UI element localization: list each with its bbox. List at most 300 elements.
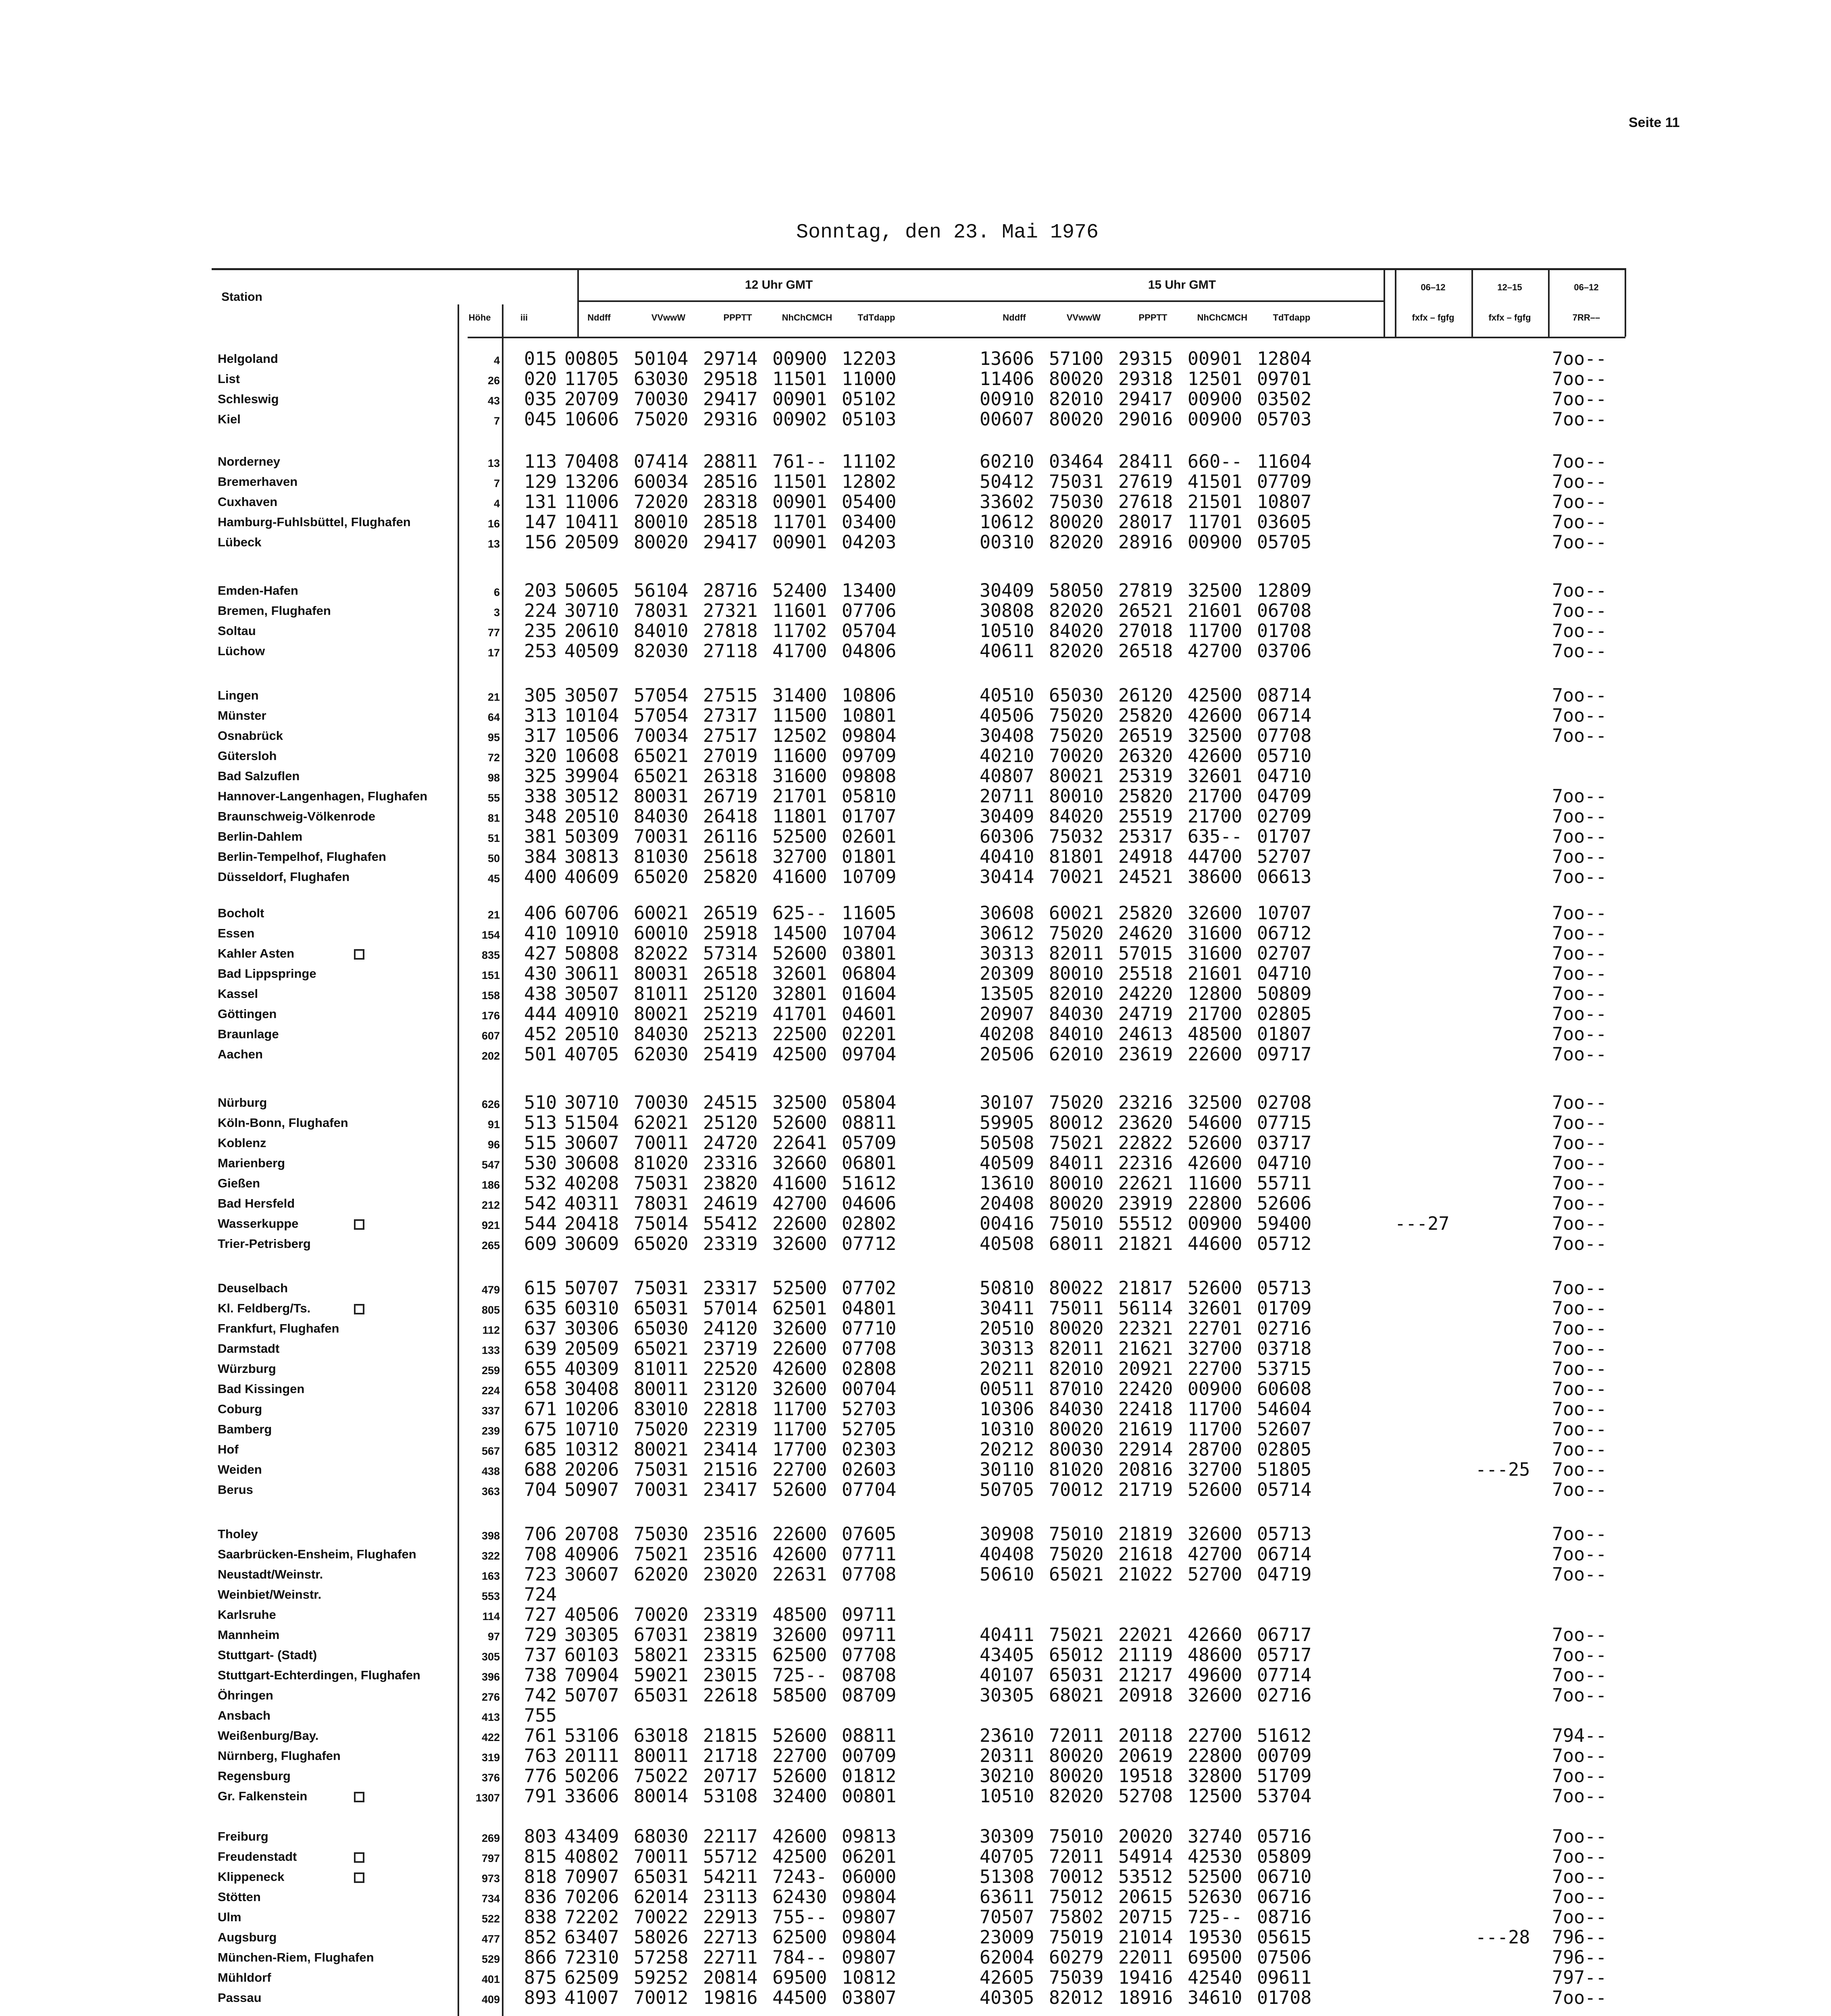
table-row (0, 1359, 1831, 1379)
obs-15-group: 75020 (1049, 725, 1104, 746)
header-bottom-rule (468, 337, 1625, 338)
station-height: 797 (481, 1852, 500, 1864)
obs-12-group: 25820 (703, 866, 758, 887)
station-height: 305 (481, 1651, 500, 1663)
station-number: 113 (524, 451, 557, 472)
open-square-icon (354, 1219, 364, 1230)
station-height: 224 (481, 1385, 500, 1397)
obs-12-group: 42600 (772, 1826, 827, 1847)
obs-15-group: 21619 (1118, 1418, 1173, 1440)
station-number: 317 (524, 725, 557, 746)
station-name: Münster (218, 708, 266, 723)
obs-12-group: 00900 (772, 348, 827, 369)
obs-12-group: 31400 (772, 685, 827, 706)
obs-12-group: 65030 (634, 1318, 689, 1339)
obs-12-group: 24720 (703, 1132, 758, 1154)
station-name: Deuselbach (218, 1281, 288, 1295)
station-name: Bad Hersfeld (218, 1196, 295, 1210)
station-height: 376 (481, 1772, 500, 1784)
obs-15-group: 03605 (1257, 511, 1312, 533)
obs-12-group: 19816 (703, 1987, 758, 2008)
obs-15-group: 51612 (1257, 1725, 1312, 1746)
station-number: 615 (524, 1277, 557, 1299)
station-number: 704 (524, 1479, 557, 1500)
obs-12-group: 10801 (842, 705, 897, 726)
obs-15-group: 50610 (980, 1564, 1034, 1585)
obs-15-group: 70021 (1049, 866, 1104, 887)
obs-12-group: 58500 (772, 1685, 827, 1706)
obs-15-group: 75019 (1049, 1926, 1104, 1948)
obs-12-group: 23414 (703, 1439, 758, 1460)
obs-12-group: 28811 (703, 451, 758, 472)
extra-value: 7oo-- (1552, 1023, 1607, 1045)
obs-15-group: 08716 (1257, 1906, 1312, 1928)
obs-12-group: 84030 (634, 806, 689, 827)
station-height: 337 (481, 1405, 500, 1417)
obs-15-group: 22822 (1118, 1132, 1173, 1154)
obs-12-group: 63407 (564, 1926, 619, 1948)
station-height: 98 (487, 772, 500, 784)
obs-15-group: 20311 (980, 1745, 1034, 1766)
obs-15-group: 24613 (1118, 1023, 1173, 1045)
obs-15-group: 50412 (980, 471, 1034, 492)
obs-12-group: 30813 (564, 846, 619, 867)
obs-12-group: 25219 (703, 1003, 758, 1025)
station-number: 635 (524, 1297, 557, 1319)
obs-12-group: 62500 (772, 1926, 827, 1948)
extra-value: 7oo-- (1552, 451, 1607, 472)
obs-15-group: 21601 (1188, 600, 1242, 621)
obs-12-group: 30607 (564, 1564, 619, 1585)
obs-15-group: 50810 (980, 1277, 1034, 1299)
obs-15-group: 635-- (1188, 826, 1242, 847)
obs-15-group: 01709 (1257, 1297, 1312, 1319)
obs-15-group: 26521 (1118, 600, 1173, 621)
table-row (0, 1318, 1831, 1339)
obs-15-group: 21700 (1188, 806, 1242, 827)
obs-12-group: 05804 (842, 1092, 897, 1113)
obs-12-group: 784-- (772, 1947, 827, 1968)
station-height: 151 (481, 969, 500, 981)
extra-value: 7oo-- (1552, 1418, 1607, 1440)
obs-15-group: 10510 (980, 1785, 1034, 1807)
obs-12-group: 22711 (703, 1947, 758, 1968)
obs-15-group: 01707 (1257, 826, 1312, 847)
station-height: 50 (487, 852, 500, 864)
table-row (0, 1746, 1831, 1766)
station-name: Regensburg (218, 1769, 291, 1783)
extra-value: 7oo-- (1552, 1277, 1607, 1299)
obs-12-group: 62030 (634, 1043, 689, 1065)
obs-12-group: 75021 (634, 1543, 689, 1565)
table-row (0, 1665, 1831, 1685)
obs-12-group: 52705 (842, 1418, 897, 1440)
obs-12-group: 40910 (564, 1003, 619, 1025)
obs-15-group: 82010 (1049, 983, 1104, 1004)
obs-12-group: 10206 (564, 1398, 619, 1420)
obs-12-group: 32601 (772, 963, 827, 984)
obs-15-group: 50809 (1257, 983, 1312, 1004)
obs-12-group: 33606 (564, 1785, 619, 1807)
obs-12-group: 10411 (564, 511, 619, 533)
obs-12-group: 29417 (703, 531, 758, 553)
obs-15-group: 75020 (1049, 1092, 1104, 1113)
obs-15-group: 52630 (1188, 1886, 1242, 1908)
extra-value: 7oo-- (1552, 1378, 1607, 1400)
obs-12-group: 63030 (634, 368, 689, 389)
obs-12-group: 30608 (564, 1152, 619, 1174)
extra-value: 796-- (1552, 1947, 1607, 1968)
extra-value: 7oo-- (1552, 368, 1607, 389)
obs-15-group: 81020 (1049, 1459, 1104, 1480)
obs-15-group: 69500 (1188, 1947, 1242, 1968)
table-row (0, 685, 1831, 706)
station-height: 112 (482, 1324, 500, 1336)
obs-15-group: 75030 (1049, 491, 1104, 512)
obs-12-group: 28516 (703, 471, 758, 492)
obs-12-group: 09711 (842, 1604, 897, 1625)
obs-15-group: 32500 (1188, 725, 1242, 746)
obs-12-group: 62509 (564, 1967, 619, 1988)
obs-12-group: 10910 (564, 923, 619, 944)
obs-12-group: 60010 (634, 923, 689, 944)
station-name: Mühldorf (218, 1970, 271, 1985)
station-number: 671 (524, 1398, 557, 1420)
table-row (0, 867, 1831, 887)
extra-value: 7oo-- (1552, 640, 1607, 662)
page-number: Seite 11 (1629, 115, 1680, 130)
obs-15-group: 29318 (1118, 368, 1173, 389)
table-row (0, 827, 1831, 847)
obs-12-group: 70031 (634, 1479, 689, 1500)
header-gust-12-15: 12–15 (1497, 282, 1522, 292)
obs-15-group: 30110 (980, 1459, 1034, 1480)
obs-12-group: 22500 (772, 1023, 827, 1045)
extra-value: 7oo-- (1552, 1112, 1607, 1133)
table-row (0, 1544, 1831, 1564)
obs-12-group: 24120 (703, 1318, 758, 1339)
obs-15-group: 40705 (980, 1846, 1034, 1867)
station-name: Soltau (218, 624, 256, 638)
obs-12-group: 755-- (772, 1906, 827, 1928)
obs-12-group: 22818 (703, 1398, 758, 1420)
obs-12-group: 48500 (772, 1604, 827, 1625)
obs-12-group: 65021 (634, 765, 689, 787)
obs-15-group: 80020 (1049, 408, 1104, 430)
station-number: 737 (524, 1644, 557, 1666)
obs-12-group: 12502 (772, 725, 827, 746)
extra-value: 7oo-- (1552, 1624, 1607, 1645)
table-row (0, 746, 1831, 766)
obs-12-group: 40509 (564, 640, 619, 662)
station-name: Braunlage (218, 1027, 279, 1041)
table-row (0, 349, 1831, 369)
obs-12-group: 70034 (634, 725, 689, 746)
table-row (0, 1419, 1831, 1439)
header-15-nddff: Nddff (1003, 312, 1026, 323)
obs-12-group: 41007 (564, 1987, 619, 2008)
obs-15-group: 52708 (1118, 1785, 1173, 1807)
obs-12-group: 84010 (634, 620, 689, 641)
obs-12-group: 20510 (564, 1023, 619, 1045)
obs-15-group: 40411 (980, 1624, 1034, 1645)
obs-15-group: 75021 (1049, 1132, 1104, 1154)
obs-12-group: 27818 (703, 620, 758, 641)
obs-12-group: 24515 (703, 1092, 758, 1113)
obs-12-group: 50907 (564, 1479, 619, 1500)
obs-15-group: 81801 (1049, 846, 1104, 867)
obs-12-group: 05704 (842, 620, 897, 641)
obs-12-group: 00801 (842, 1785, 897, 1807)
header-rain-06-12: 06–12 (1574, 282, 1599, 292)
obs-12-group: 26519 (703, 902, 758, 924)
obs-15-group: 51805 (1257, 1459, 1312, 1480)
obs-12-group: 70206 (564, 1886, 619, 1908)
obs-15-group: 13610 (980, 1173, 1034, 1194)
station-height: 77 (487, 627, 500, 639)
obs-15-group: 57100 (1049, 348, 1104, 369)
station-name: Augsburg (218, 1930, 277, 1944)
station-name: Bocholt (218, 906, 264, 920)
obs-12-group: 60310 (564, 1297, 619, 1319)
station-number: 609 (524, 1233, 557, 1254)
obs-15-group: 25518 (1118, 963, 1173, 984)
table-row (0, 1947, 1831, 1968)
obs-15-group: 00709 (1257, 1745, 1312, 1766)
obs-15-group: 05713 (1257, 1523, 1312, 1545)
obs-12-group: 63018 (634, 1725, 689, 1746)
obs-15-group: 44700 (1188, 846, 1242, 867)
obs-12-group: 09709 (842, 745, 897, 766)
station-name: Weißenburg/Bay. (218, 1729, 319, 1743)
header-station: Station (221, 290, 262, 304)
obs-12-group: 28518 (703, 511, 758, 533)
obs-15-group: 75011 (1049, 1297, 1104, 1319)
obs-15-group: 80020 (1049, 1193, 1104, 1214)
obs-12-group: 70408 (564, 451, 619, 472)
station-name: Öhringen (218, 1688, 273, 1702)
obs-12-group: 56104 (634, 580, 689, 601)
obs-15-group: 43405 (980, 1644, 1034, 1666)
station-height: 7 (493, 415, 500, 427)
column-divider (1471, 268, 1473, 337)
obs-15-group: 00900 (1188, 1378, 1242, 1400)
obs-15-group: 21819 (1118, 1523, 1173, 1545)
table-row (0, 1214, 1831, 1234)
obs-15-group: 80010 (1049, 1173, 1104, 1194)
obs-12-group: 23820 (703, 1173, 758, 1194)
obs-15-group: 80021 (1049, 765, 1104, 787)
station-height: 96 (487, 1139, 500, 1151)
extra-value: 7oo-- (1552, 1439, 1607, 1460)
obs-15-group: 65031 (1049, 1664, 1104, 1686)
obs-12-group: 07712 (842, 1233, 897, 1254)
obs-15-group: 30612 (980, 923, 1034, 944)
obs-12-group: 29518 (703, 368, 758, 389)
obs-15-group: 40107 (980, 1664, 1034, 1686)
obs-12-group: 39904 (564, 765, 619, 787)
obs-15-group: 62010 (1049, 1043, 1104, 1065)
obs-12-group: 27317 (703, 705, 758, 726)
obs-15-group: 40510 (980, 685, 1034, 706)
obs-15-group: 00901 (1188, 348, 1242, 369)
obs-12-group: 26518 (703, 963, 758, 984)
station-name: Norderney (218, 454, 281, 469)
station-height: 1307 (475, 1792, 500, 1804)
extra-value: 7oo-- (1552, 923, 1607, 944)
station-height: 607 (481, 1030, 500, 1042)
obs-12-group: 23015 (703, 1664, 758, 1686)
obs-12-group: 23317 (703, 1277, 758, 1299)
extra-value: 7oo-- (1552, 685, 1607, 706)
obs-12-group: 57014 (703, 1297, 758, 1319)
obs-15-group: 11700 (1188, 1398, 1242, 1420)
obs-12-group: 23516 (703, 1523, 758, 1545)
table-row (0, 1968, 1831, 1988)
station-height: 322 (481, 1550, 500, 1562)
obs-15-group: 49600 (1188, 1664, 1242, 1686)
table-row (0, 641, 1831, 661)
obs-15-group: 01708 (1257, 620, 1312, 641)
header-12-nddff: Nddff (587, 312, 611, 323)
station-height: 477 (481, 1933, 500, 1945)
obs-12-group: 82022 (634, 943, 689, 964)
obs-15-group: 59400 (1257, 1213, 1312, 1234)
station-number: 427 (524, 943, 557, 964)
station-name: Marienberg (218, 1156, 285, 1170)
station-name: Coburg (218, 1402, 262, 1416)
station-height: 97 (487, 1631, 500, 1643)
extra-value: 7oo-- (1552, 388, 1607, 410)
obs-12-group: 60034 (634, 471, 689, 492)
station-name: Lübeck (218, 535, 262, 549)
obs-15-group: 07708 (1257, 725, 1312, 746)
station-name: Koblenz (218, 1136, 266, 1150)
obs-12-group: 81030 (634, 846, 689, 867)
obs-12-group: 01604 (842, 983, 897, 1004)
obs-12-group: 10608 (564, 745, 619, 766)
station-name: Hof (218, 1442, 239, 1456)
station-name: Kassel (218, 987, 258, 1001)
obs-15-group: 82011 (1049, 1338, 1104, 1359)
obs-12-group: 72020 (634, 491, 689, 512)
obs-12-group: 09804 (842, 1926, 897, 1948)
obs-15-group: 84020 (1049, 806, 1104, 827)
station-number: 129 (524, 471, 557, 492)
obs-15-group: 06716 (1257, 1886, 1312, 1908)
obs-12-group: 07708 (842, 1644, 897, 1666)
header-subrule (577, 300, 1384, 302)
obs-15-group: 65012 (1049, 1644, 1104, 1666)
station-height: 269 (481, 1832, 500, 1844)
obs-12-group: 725-- (772, 1664, 827, 1686)
station-name: Hamburg-Fuhlsbüttel, Flughafen (218, 515, 411, 529)
obs-12-group: 68030 (634, 1826, 689, 1847)
obs-15-group: 75020 (1049, 923, 1104, 944)
table-row (0, 706, 1831, 726)
station-height: 553 (481, 1590, 500, 1602)
station-height: 81 (487, 812, 500, 824)
obs-15-group: 13505 (980, 983, 1034, 1004)
table-row (0, 621, 1831, 641)
obs-15-group: 80022 (1049, 1277, 1104, 1299)
obs-15-group: 22701 (1188, 1318, 1242, 1339)
station-number: 866 (524, 1947, 557, 1968)
table-row (0, 1173, 1831, 1193)
station-name: Ulm (218, 1910, 241, 1924)
station-height: 72 (487, 752, 500, 764)
obs-15-group: 26518 (1118, 640, 1173, 662)
obs-12-group: 20509 (564, 531, 619, 553)
obs-15-group: 03718 (1257, 1338, 1312, 1359)
station-name: Mannheim (218, 1628, 280, 1642)
table-row (0, 1786, 1831, 1806)
station-height: 276 (481, 1691, 500, 1703)
station-number: 131 (524, 491, 557, 512)
table-row (0, 389, 1831, 409)
obs-12-group: 60706 (564, 902, 619, 924)
station-name: Berlin-Dahlem (218, 829, 303, 843)
table-row (0, 1685, 1831, 1706)
station-name: Hannover-Langenhagen, Flughafen (218, 789, 428, 803)
obs-12-group: 55412 (703, 1213, 758, 1234)
obs-12-group: 11102 (842, 451, 897, 472)
obs-15-group: 30313 (980, 943, 1034, 964)
extra-value: 7oo-- (1552, 902, 1607, 924)
obs-15-group: 22600 (1188, 1043, 1242, 1065)
station-height: 212 (481, 1199, 500, 1211)
header-12-ppptt: PPPTT (723, 312, 752, 323)
obs-12-group: 29316 (703, 408, 758, 430)
obs-15-group: 30414 (980, 866, 1034, 887)
station-name: Lüchow (218, 644, 265, 658)
column-divider (1384, 268, 1385, 337)
obs-12-group: 70022 (634, 1906, 689, 1928)
obs-12-group: 25120 (703, 1112, 758, 1133)
obs-15-group: 60279 (1049, 1947, 1104, 1968)
table-row (0, 1193, 1831, 1214)
extra-value: ---27 (1395, 1213, 1450, 1234)
obs-15-group: 70020 (1049, 745, 1104, 766)
table-row (0, 806, 1831, 827)
header-15-uhr-gmt: 15 Uhr GMT (1148, 278, 1216, 292)
station-height: 239 (481, 1425, 500, 1437)
obs-15-group: 80020 (1049, 368, 1104, 389)
obs-12-group: 32400 (772, 1785, 827, 1807)
obs-15-group: 10807 (1257, 491, 1312, 512)
station-number: 639 (524, 1338, 557, 1359)
obs-12-group: 40609 (564, 866, 619, 887)
obs-15-group: 02709 (1257, 806, 1312, 827)
obs-12-group: 07708 (842, 1338, 897, 1359)
obs-15-group: 25820 (1118, 785, 1173, 807)
obs-15-group: 42540 (1188, 1967, 1242, 1988)
table-row (0, 1439, 1831, 1460)
station-height: 4 (493, 354, 500, 367)
station-number: 818 (524, 1866, 557, 1887)
table-row (0, 1153, 1831, 1173)
obs-12-group: 07708 (842, 1564, 897, 1585)
station-number: 685 (524, 1439, 557, 1460)
station-number: 452 (524, 1023, 557, 1045)
station-name: Freiburg (218, 1829, 268, 1843)
obs-15-group: 04709 (1257, 785, 1312, 807)
obs-15-group: 82020 (1049, 640, 1104, 662)
station-number: 147 (524, 511, 557, 533)
obs-12-group: 20708 (564, 1523, 619, 1545)
obs-15-group: 00607 (980, 408, 1034, 430)
station-number: 875 (524, 1967, 557, 1988)
